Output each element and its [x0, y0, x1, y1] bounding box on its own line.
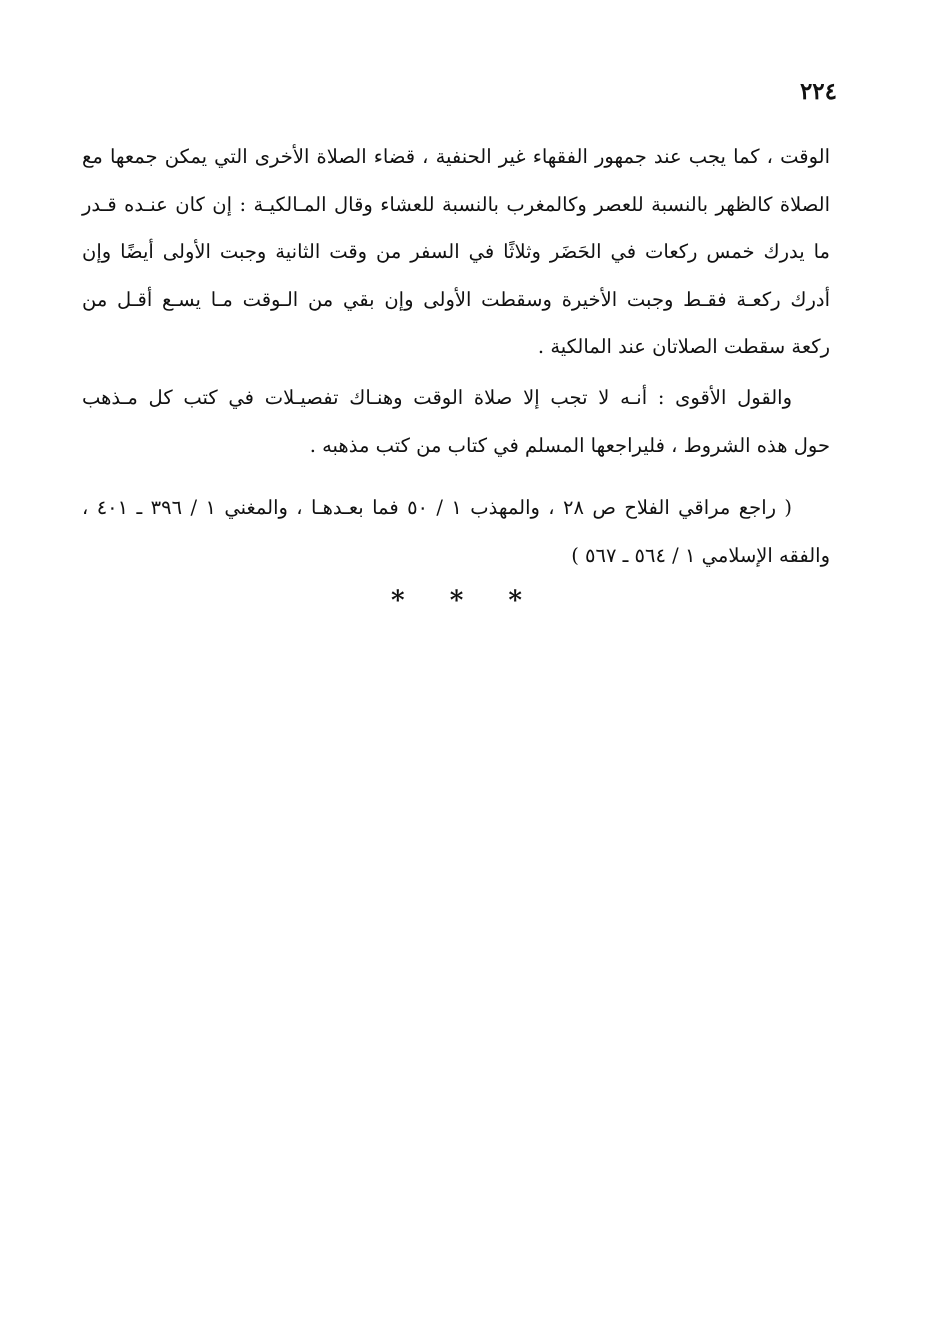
paragraph-line: ركعة سقطت الصلاتان عند المالكية . — [537, 335, 830, 358]
section-separator: * * * — [391, 586, 540, 616]
page-number: ٢٢٤ — [799, 78, 837, 105]
paragraph-fasting-prayers — [82, 133, 830, 371]
paragraph-line: والقول الأقوى : أنـه لا تجب إلا صلاة الوقت وهنـاك تفصيـلات في كتب كل مـذهب — [82, 386, 792, 409]
paragraph-strongest-opinion — [82, 374, 830, 469]
paragraph-line: ما يدرك خمس ركعات في الحَضَر وثلاثًا في السفر من وقت الثانية وجبت الأولى أيضًا وإن — [82, 240, 830, 263]
reference-line: ( راجع مراقي الفلاح ص ٢٨ ، والمهذب ١ / ٥٠ فما بعـدهـا ، والمغني ١ / ٣٩٦ ـ ٤٠١ ، — [82, 496, 793, 519]
reference-line: والفقه الإسلامي ١ / ٥٦٤ ـ ٥٦٧ ) — [571, 543, 830, 567]
references-paragraph — [82, 484, 830, 579]
paragraph-line: أدرك ركعـة فقـط وجبت الأخيرة وسقطت الأولى وإن بقي من الـوقت مـا يسـع أقـل من — [82, 287, 830, 311]
paragraph-line: الوقت ، كما يجب عند جمهور الفقهاء غير الحنفية ، قضاء الصلاة الأخرى التي يمكن جمعها مع — [82, 145, 830, 168]
paragraph-line: الصلاة كالظهر بالنسبة للعصر وكالمغرب بالنسبة للعشاء وقال المـالكيـة : إن كان عنـده قـدر — [82, 192, 830, 216]
paragraph-line: حول هذه الشروط ، فليراجعها المسلم في كتاب من كتب مذهبه . — [309, 433, 830, 457]
